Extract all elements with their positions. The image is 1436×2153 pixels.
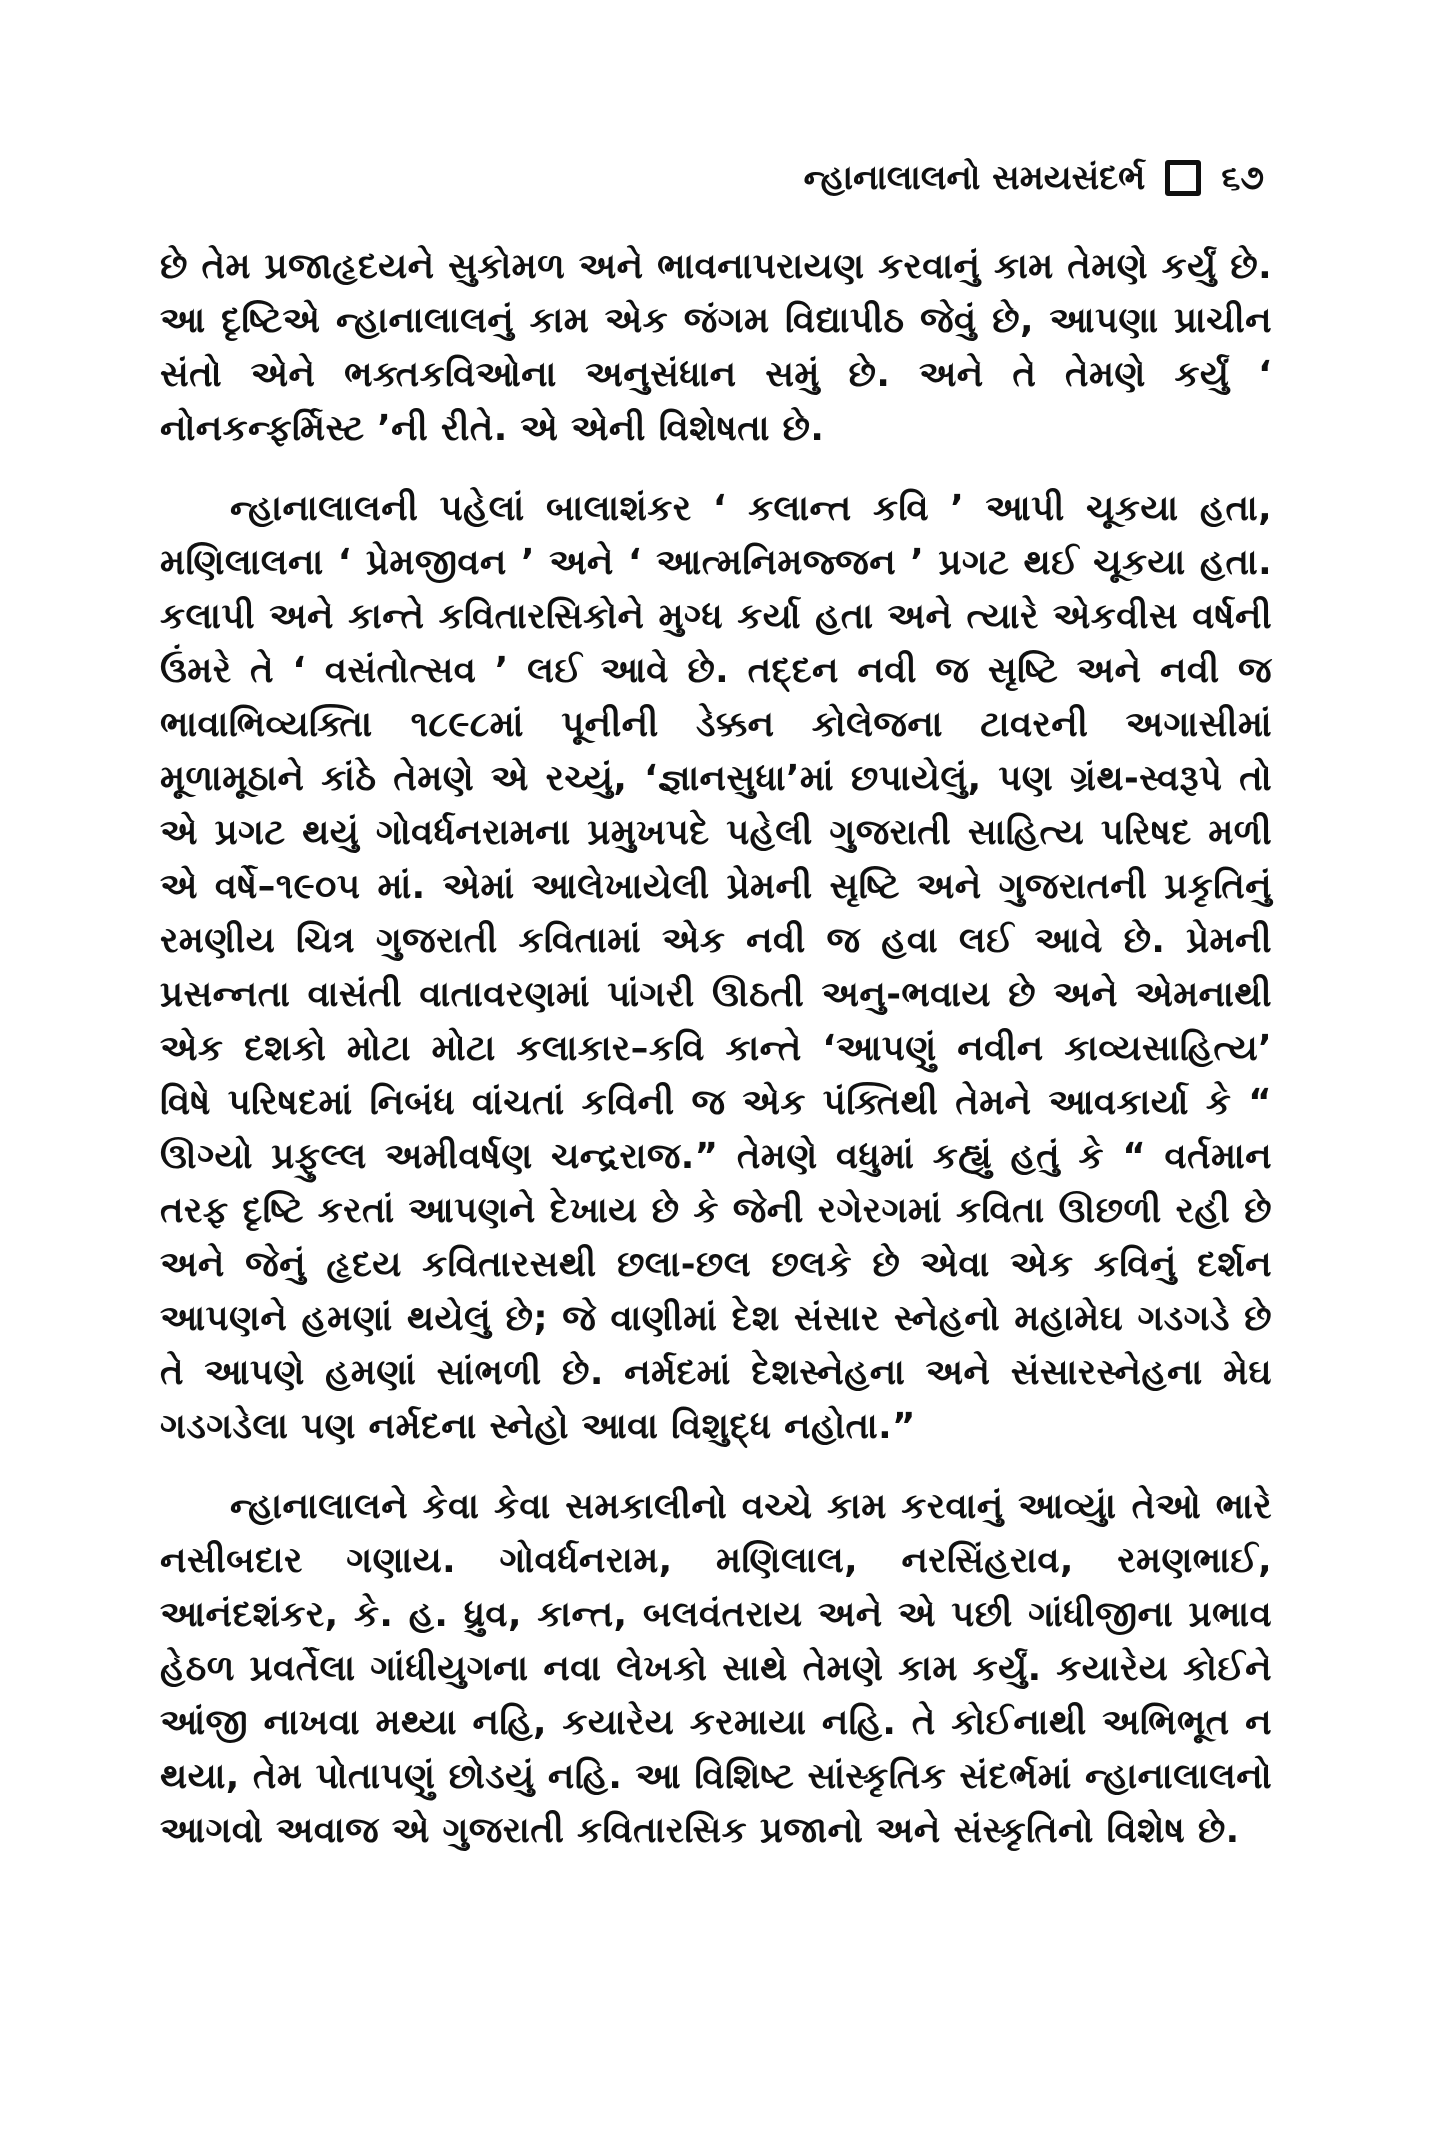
- running-title: ન્હાનાલાલનો સમયસંદર્ભ: [803, 158, 1146, 198]
- paragraph-contemporaries: ન્હાનાલાલને કેવા કેવા સમકાલીનો વચ્ચે કામ કરવાનું આવ્યું। તેઓ ભારે નસીબદાર ગણાય. ગોવર્ધનરામ, મણિલાલ, નરસિંહરાવ, રમણભાઈ, આનંદશંકર, કે. હ. ધ્રુવ, કાન્ત, બલવંતરાય અને એ પછી ગાંધીજીના પ્રભાવ હેઠળ પ્રવર્તેલા ગાંધીયુગના નવા લેખકો સાથે તેમણે કામ કર્યું. કયારેય કોઈને આંજી નાખવા મથ્યા નહિ, કયારેય કરમાયા નહિ. તે કોઈનાથી અભિભૂત ન થયા, તેમ પોતાપણું છોડયું નહિ. આ વિશિષ્ટ સાંસ્કૃતિક સંદર્ભમાં ન્હાનાલાલનો આગવો અવાજ એ ગુજરાતી કવિતારસિક પ્રજાનો અને સંસ્કૃતિનો વિશેષ છે.: [160, 1486, 1272, 1851]
- body-text: [160, 240, 1272, 1884]
- paragraph-predecessors: ન્હાનાલાલની પહેલાં બાલાશંકર ‘ કલાન્ત કવિ ’ આપી ચૂકયા હતા, મણિલાલના ‘ પ્રેમજીવન ’ અને ‘ આત્મનિમજ્જન ’ પ્રગટ થઈ ચૂકયા હતા. કલાપી અને કાન્તે કવિતારસિકોને મુગ્ધ કર્યા હતા અને ત્યારે એકવીસ વર્ષની ઉંમરે તે ‘ વસંતોત્સવ ’ લઈ આવે છે. તદ્દન નવી જ સૃષ્ટિ અને નવી જ ભાવાભિવ્યક્તિ। ૧૮૯૮માં પૂનીની ડેક્કન કોલેજના ટાવરની અગાસીમાં મૂળામૂઠાને કાંઠે તેમણે એ રચ્યું, ‘જ્ઞાનસુધા’માં છપાયેલું, પણ ગ્રંથ-સ્વરૂપે તો એ પ્રગટ થયું ગોવર્ધનરામના પ્રમુખપદે પહેલી ગુજરાતી સાહિત્ય પરિષદ મળી એ વર્ષે–૧૯૦૫ માં. એમાં આલેખાયેલી પ્રેમની સૃષ્ટિ અને ગુજરાતની પ્રકૃતિનું રમણીય ચિત્ર ગુજરાતી કવિતામાં એક નવી જ હવા લઈ આવે છે. પ્રેમની પ્રસન્નતા વાસંતી વાતાવરણમાં પાંગરી ઊઠતી અનુ-ભવાય છે અને એમનાથી એક દશકો મોટા મોટા કલાકાર–કવિ કાન્તે ‘આપણું નવીન કાવ્યસાહિત્ય’ વિષે પરિષદમાં નિબંધ વાંચતાં કવિની જ એક પંક્તિથી તેમને આવકાર્યા કે “ ઊગ્યો પ્રફુલ્લ અમીવર્ષણ ચન્દ્રરાજ.” તેમણે વધુમાં કહ્યું હતું કે “ વર્તમાન તરફ દૃષ્ટિ કરતાં આપણને દેખાય છે કે જેની રગેરગમાં કવિતા ઊછળી રહી છે અને જેનું હૃદય કવિતારસથી છલા-છલ છલકે છે એવા એક કવિનું દર્શન આપણને હમણાં થયેલું છે; જે વાણીમાં દેશ સંસાર સ્નેહનો મહામેઘ ગડગડે છે તે આપણે હમણાં સાંભળી છે. નર્મદમાં દેશસ્નેહના અને સંસારસ્નેહના મેઘ ગડગડેલા પણ નર્મદના સ્નેહો આવા વિશુદ્ધ નહોતા.”: [160, 488, 1272, 1447]
- paragraph-continuation: છે તેમ પ્રજાહૃદયને સુકોમળ અને ભાવનાપરાયણ કરવાનું કામ તેમણે કર્યું છે. આ દૃષ્ટિએ ન્હાનાલાલનું કામ એક જંગમ વિદ્યાપીઠ જેવું છે, આપણા પ્રાચીન સંતો એને ભક્તકવિઓના અનુસંધાન સમું છે. અને તે તેમણે કર્યું ‘ નોનકન્ફર્મિસ્ટ ’ની રીતે. એ એની વિશેષતા છે.: [160, 246, 1272, 449]
- page-number: ૬૭: [1221, 158, 1264, 198]
- running-header: [804, 158, 1264, 198]
- square-ornament-icon: [1165, 160, 1201, 196]
